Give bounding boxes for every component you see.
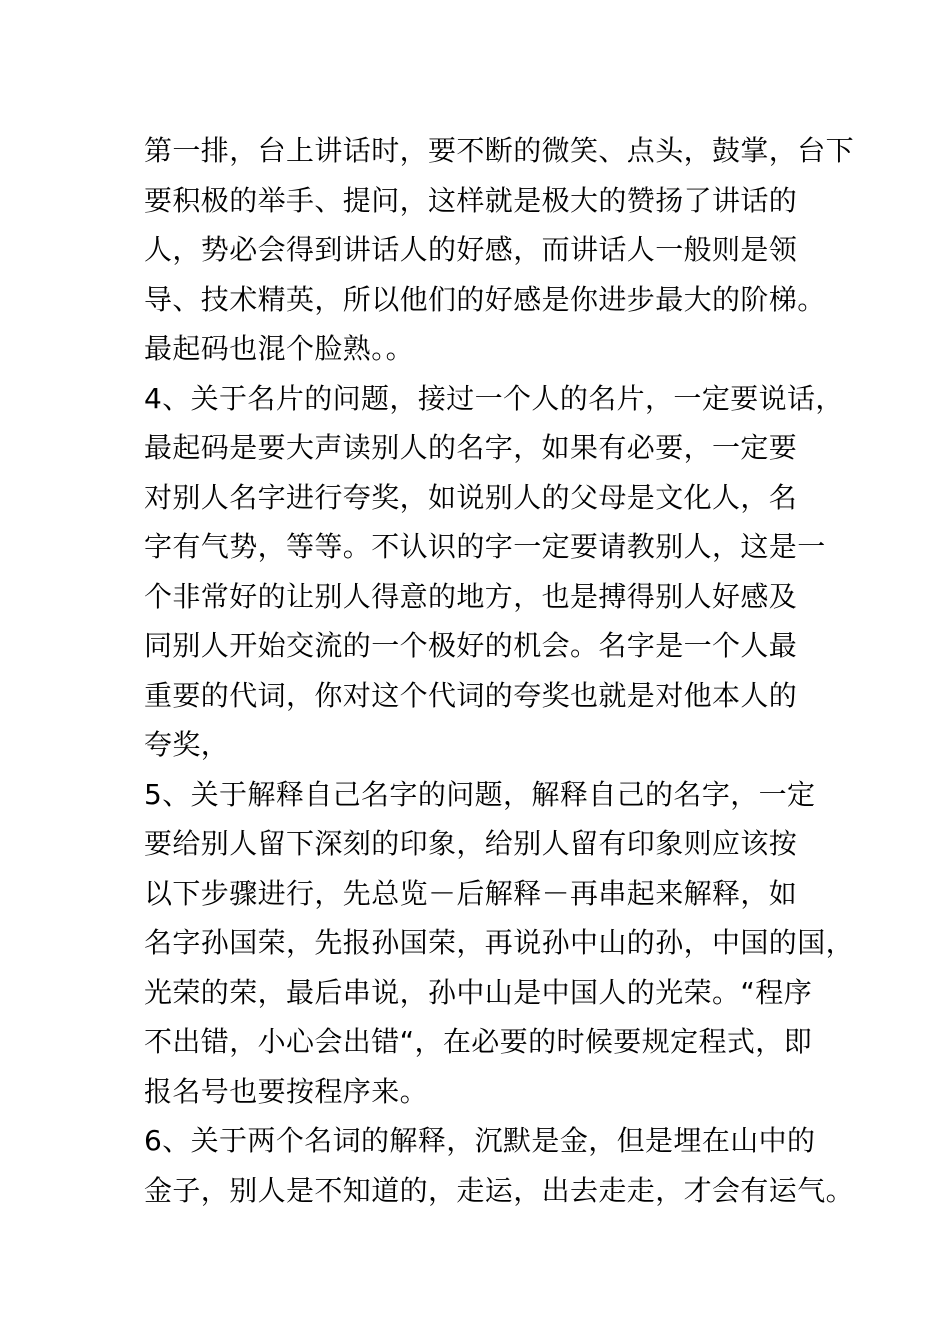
text-line: 字有气势，等等。不认识的字一定要请教别人，这是一 (144, 530, 826, 563)
text-line: 最起码是要大声读别人的名字，如果有必要，一定要 (144, 431, 798, 464)
text-line: 夸奖， (144, 728, 230, 761)
text-line: 6、关于两个名词的解释，沉默是金，但是埋在山中的 (144, 1124, 816, 1157)
text-line: 第一排，台上讲话时，要不断的微笑、点头，鼓掌，台下 (144, 134, 855, 167)
text-line: 导、技术精英，所以他们的好感是你进步最大的阶梯。 (144, 282, 826, 316)
text-line: 5、关于解释自己名字的问题，解释自己的名字，一定 (144, 777, 816, 811)
text-line: 重要的代词，你对这个代词的夸奖也就是对他本人的 (144, 678, 798, 712)
text-line: 以下步骤进行，先总览－后解释－再串起来解释，如 (144, 876, 798, 910)
text-line: 光荣的荣，最后串说，孙中山是中国人的光荣。“程序 (144, 975, 813, 1009)
text-line: 最起码也混个脸熟。。 (144, 332, 415, 365)
text-line: 个非常好的让别人得意的地方，也是搏得别人好感及 (144, 579, 798, 613)
text-line: 对别人名字进行夸奖，如说别人的父母是文化人，名 (144, 480, 798, 514)
text-line: 报名号也要按程序来。 (144, 1074, 429, 1108)
text-line: 名字孙国荣，先报孙国荣，再说孙中山的孙，中国的国， (144, 926, 855, 959)
text-line: 人，势必会得到讲话人的好感，而讲话人一般则是领 (144, 233, 798, 266)
text-line: 金子，别人是不知道的，走运，出去走走，才会有运气。 (144, 1173, 855, 1207)
text-line: 4、关于名片的问题，接过一个人的名片，一定要说话， (144, 381, 844, 415)
text-line: 要给别人留下深刻的印象，给别人留有印象则应该按 (144, 827, 798, 860)
text-line: 同别人开始交流的一个极好的机会。名字是一个人最 (144, 629, 798, 662)
text-line: 不出错，小心会出错“，在必要的时候要规定程式，即 (144, 1025, 813, 1058)
text-line: 要积极的举手、提问，这样就是极大的赞扬了讲话的 (144, 183, 798, 217)
body-text (144, 126, 855, 1215)
